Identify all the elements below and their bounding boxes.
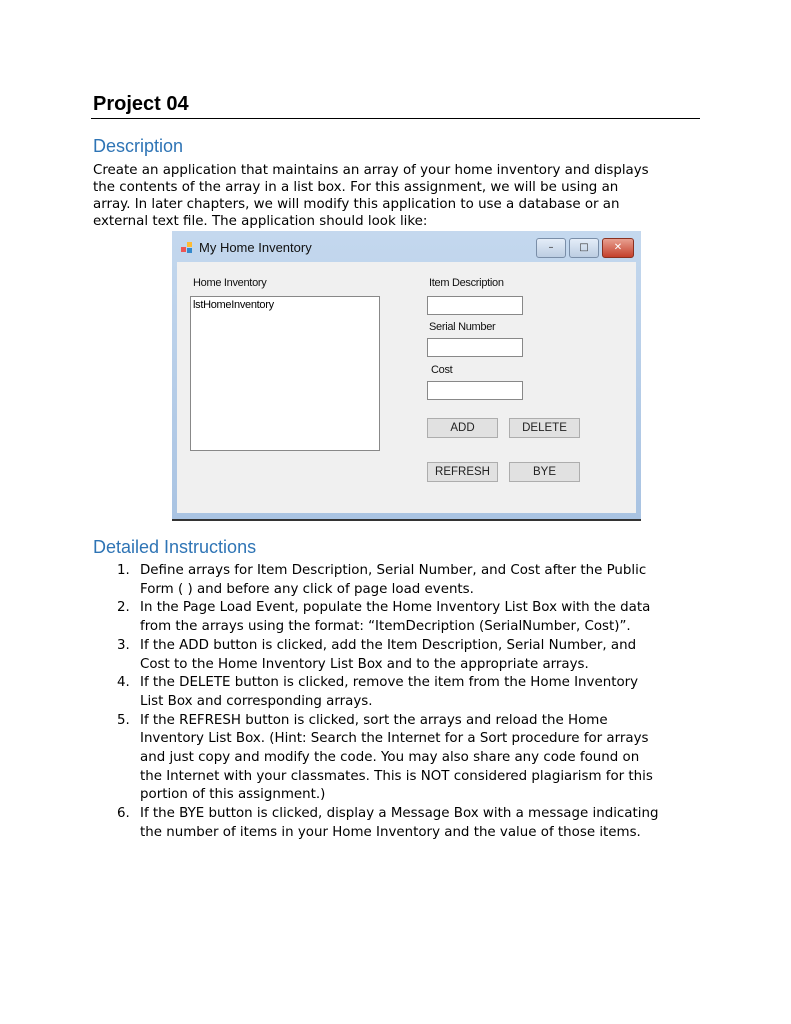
instruction-line: If the DELETE button is clicked, remove the item from the Home Inventory	[140, 675, 639, 691]
item-description-input[interactable]	[427, 296, 523, 315]
instruction-line: Form ( ) and before any click of page load events.	[140, 581, 474, 597]
instruction-line: List Box and corresponding arrays.	[140, 693, 373, 709]
instruction-line: Define arrays for Item Description, Serial Number, and Cost after the Public	[140, 563, 647, 578]
instruction-line: If the BYE button is clicked, display a Message Box with a message indicating	[140, 806, 659, 822]
serial-number-label: Serial Number	[429, 321, 496, 333]
list-number: 4.	[117, 675, 130, 691]
item-description-label: Item Description	[429, 277, 504, 289]
serial-number-input[interactable]	[427, 338, 523, 357]
instruction-line: the Internet with your classmates. This is NOT considered plagiarism for this	[140, 768, 653, 784]
instruction-line: If the REFRESH button is clicked, sort the arrays and reload the Home	[140, 712, 608, 728]
description-line: external text file. The application should look like:	[93, 214, 428, 229]
instruction-line: In the Page Load Event, populate the Home Inventory List Box with the data	[140, 600, 651, 616]
list-number: 3.	[117, 637, 130, 653]
instruction-line: the number of items in your Home Inventory and the value of those items.	[140, 824, 641, 840]
window-title: My Home Inventory	[199, 240, 312, 255]
cost-label: Cost	[431, 364, 453, 376]
close-icon[interactable]: ✕	[602, 238, 634, 258]
list-number: 5.	[117, 712, 130, 728]
window-client-area	[177, 262, 636, 513]
cost-input[interactable]	[427, 381, 523, 400]
description-heading: Description	[93, 136, 184, 156]
instruction-line: from the arrays using the format: “ItemDecription (SerialNumber, Cost)”.	[140, 619, 631, 635]
list-number: 2.	[117, 600, 130, 616]
app-icon	[181, 242, 193, 254]
list-number: 6.	[117, 806, 130, 822]
refresh-button[interactable]: REFRESH	[427, 462, 498, 482]
minimize-icon[interactable]: –	[536, 238, 566, 258]
add-button[interactable]: ADD	[427, 418, 498, 438]
instruction-line: Inventory List Box. (Hint: Search the Internet for a Sort procedure for arrays	[140, 731, 649, 747]
home-inventory-listbox[interactable]	[190, 296, 380, 451]
home-inventory-label: Home Inventory	[193, 277, 267, 289]
bye-button[interactable]: BYE	[509, 462, 580, 482]
maximize-icon[interactable]: □	[569, 238, 599, 258]
description-line: the contents of the array in a list box. For this assignment, we will be using an	[93, 180, 619, 195]
instructions-heading: Detailed Instructions	[93, 537, 257, 557]
description-line: array. In later chapters, we will modify this application to use a database or an	[93, 197, 620, 212]
instruction-line: portion of this assignment.)	[140, 787, 326, 803]
app-screenshot-window	[172, 231, 641, 521]
instruction-line: If the ADD button is clicked, add the Item Description, Serial Number, and	[140, 637, 637, 653]
description-line: Create an application that maintains an array of your home inventory and displays	[93, 163, 649, 178]
instruction-line: and just copy and modify the code. You may also share any code found on	[140, 750, 640, 765]
page-title: Project 04	[93, 93, 189, 115]
instruction-line: Cost to the Home Inventory List Box and to the appropriate arrays.	[140, 656, 589, 672]
list-item[interactable]: lstHomeInventory	[193, 299, 274, 311]
list-number: 1.	[117, 563, 130, 578]
delete-button[interactable]: DELETE	[509, 418, 580, 438]
title-rule	[91, 118, 700, 119]
